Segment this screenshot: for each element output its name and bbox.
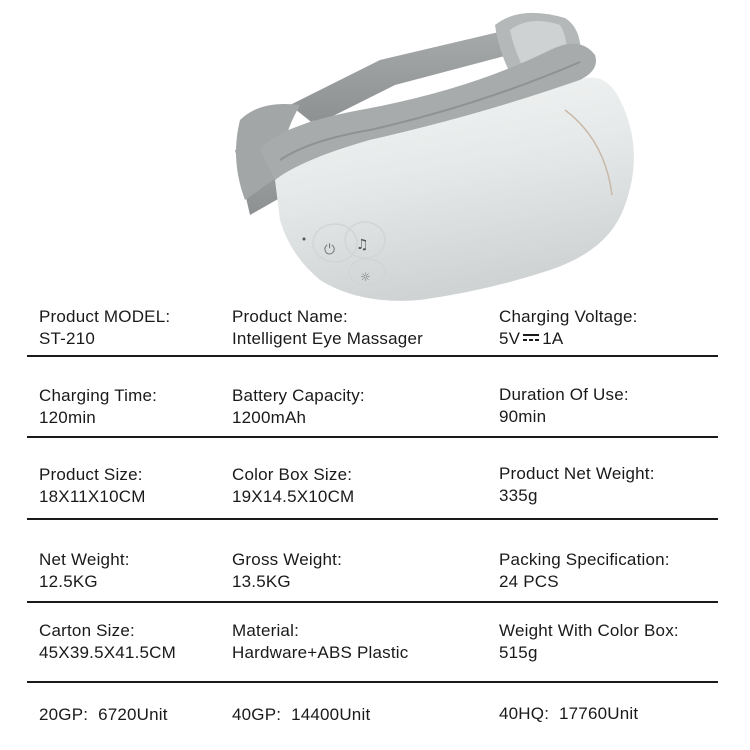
container-value: 6720Unit	[98, 705, 168, 724]
spec-label: Color Box Size:	[232, 465, 353, 484]
spec-label: Packing Specification:	[499, 550, 670, 569]
row-divider	[27, 601, 718, 603]
spec-charging-time	[39, 385, 157, 429]
spec-label: Material:	[232, 621, 299, 640]
power-icon: ⏻	[324, 242, 336, 258]
dc-icon	[523, 333, 539, 342]
spec-value: 12.5KG	[39, 572, 98, 591]
spec-battery-capacity	[232, 385, 365, 429]
row-divider	[27, 681, 718, 683]
spec-label: Charging Time:	[39, 386, 158, 405]
spec-packing-specification	[499, 549, 670, 593]
spec-charging-voltage	[499, 306, 638, 350]
container-40hq	[499, 703, 638, 725]
spec-color-box-size	[232, 464, 354, 508]
spec-value: 18X11X10CM	[39, 487, 146, 506]
spec-label: Duration Of Use:	[499, 385, 629, 404]
spec-weight-with-color-box	[499, 620, 679, 664]
spec-label: Carton Size:	[39, 621, 135, 640]
current-value: 1A	[542, 329, 564, 348]
spec-value: 335g	[499, 486, 538, 505]
container-value: 17760Unit	[559, 704, 639, 723]
spec-value: 1200mAh	[232, 408, 307, 427]
spec-carton-size	[39, 620, 176, 664]
spec-product-net-weight	[499, 463, 655, 507]
spec-value: 13.5KG	[232, 572, 291, 591]
container-value: 14400Unit	[291, 705, 371, 724]
spec-product-model	[39, 306, 170, 350]
container-20gp	[39, 704, 168, 726]
container-40gp	[232, 704, 370, 726]
spec-label: Weight With Color Box:	[499, 621, 679, 640]
spec-value: 120min	[39, 408, 96, 427]
spec-label: Net Weight:	[39, 550, 130, 569]
row-divider	[27, 355, 718, 357]
container-label: 40GP:	[232, 705, 282, 724]
spec-label: Product MODEL:	[39, 307, 171, 326]
spec-value: 45X39.5X41.5CM	[39, 643, 176, 662]
voltage-value: 5V	[499, 329, 521, 348]
spec-duration-of-use	[499, 384, 629, 428]
spec-label: Battery Capacity:	[232, 386, 365, 405]
spec-net-weight	[39, 549, 130, 593]
spec-value	[499, 328, 638, 350]
music-icon: ♫	[356, 237, 369, 253]
row-divider	[27, 436, 718, 438]
spec-label: Product Size:	[39, 465, 143, 484]
spec-product-size	[39, 464, 146, 508]
container-label: 20GP:	[39, 705, 89, 724]
spec-label: Gross Weight:	[232, 550, 342, 569]
spec-value: 19X14.5X10CM	[232, 487, 355, 506]
row-divider	[27, 518, 718, 520]
spec-label: Product Net Weight:	[499, 464, 655, 483]
spec-value: Intelligent Eye Massager	[232, 329, 423, 348]
spec-gross-weight	[232, 549, 342, 593]
spec-label: Product Name:	[232, 307, 348, 326]
spec-product-name	[232, 306, 423, 350]
spec-label: Charging Voltage:	[499, 307, 638, 326]
spec-value: 24 PCS	[499, 572, 559, 591]
heat-icon: ☼	[360, 270, 371, 284]
spec-material	[232, 620, 408, 664]
spec-value: ST-210	[39, 329, 96, 348]
spec-value: Hardware+ABS Plastic	[232, 643, 409, 662]
spec-value: 90min	[499, 407, 547, 426]
container-label: 40HQ:	[499, 704, 550, 723]
spec-value: 515g	[499, 643, 538, 662]
